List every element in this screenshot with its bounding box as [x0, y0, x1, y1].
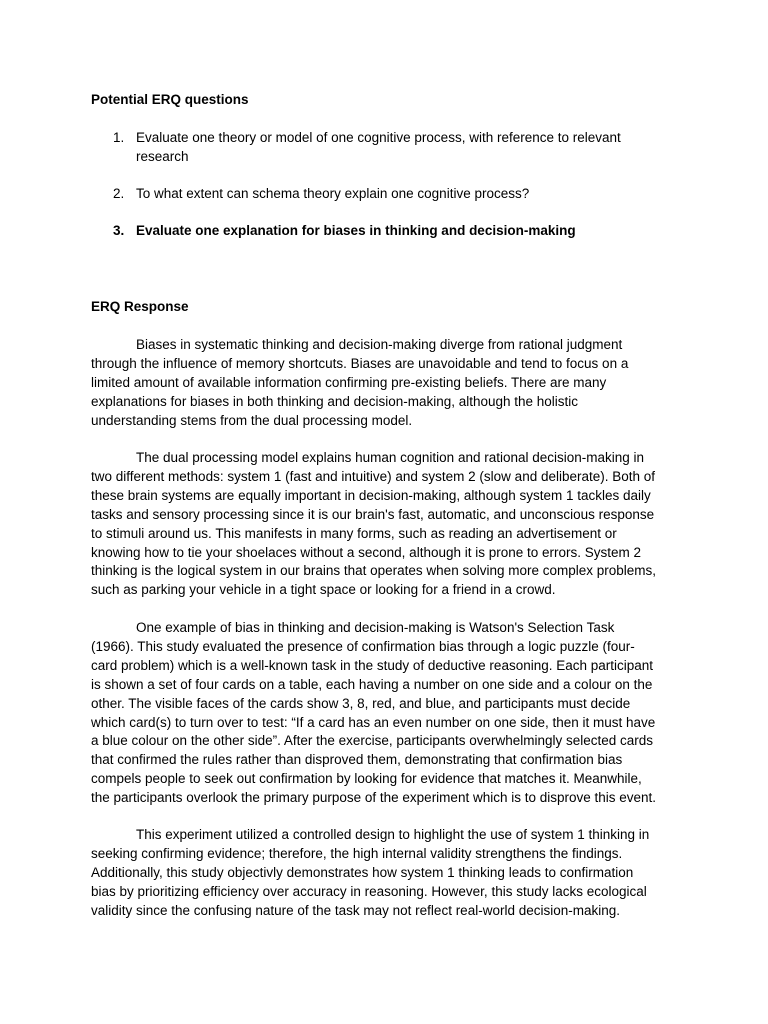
questions-heading: Potential ERQ questions: [91, 92, 249, 107]
question-text: Evaluate one theory or model of one cognitive process, with reference to relevant research: [136, 130, 621, 164]
response-paragraph: The dual processing model explains human cognition and rational decision-making in two different methods: system 1 (fast and intuitive) and system 2 (slow and deliberate). Both of these brain systems are equally important in decision-making, although system 1 tackles daily tasks and sensory processing since it is our brain's fast, automatic, and unconscious response to stimuli around us. This manifests in many forms, such as reading an advertisement or knowing how to tie your shoelaces without a second, although it is prone to errors. System 2 thinking is the logical system in our brains that operates when solving more complex problems, such as parking your vehicle in a tight space or looking for a friend in a crowd.: [91, 450, 657, 598]
question-text: To what extent can schema theory explain one cognitive process?: [136, 185, 530, 201]
response-paragraph: One example of bias in thinking and decision-making is Watson's Selection Task (1966). This study evaluated the presence of confirmation bias through a logic puzzle (four-card problem) which is a well-known task in the study of deductive reasoning. Each participant is shown a set of four cards on a table, each having a number on one side and a colour on the other. The visible faces of the cards show 3, 8, red, and blue, and participants must decide which card(s) to turn over to test: “If a card has an even number on one side, then it must have a blue colour on the other side”. After the exercise, participants overwhelmingly selected cards that confirmed the rules rather than disproved them, demonstrating that confirmation bias compels people to seek out confirmation by looking for evidence that matches it. Meanwhile, the participants overlook the primary purpose of the experiment which is to disprove this event.: [91, 620, 657, 806]
question-item-selected: [91, 222, 651, 241]
question-text: Evaluate one explanation for biases in thinking and decision-making: [136, 222, 576, 238]
response-paragraph: Biases in systematic thinking and decision-making diverge from rational judgment through the influence of memory shortcuts. Biases are unavoidable and tend to focus on a limited amount of available information confirming pre-existing beliefs. There are many explanations for biases in both thinking and decision-making, although the holistic understanding stems from the dual processing model.: [91, 337, 629, 428]
question-number: 2.: [113, 185, 125, 201]
question-number: 3.: [113, 222, 125, 238]
question-item: [91, 185, 651, 204]
response-paragraph: This experiment utilized a controlled design to highlight the use of system 1 thinking in seeking confirming evidence; therefore, the high internal validity strengthens the findings. Additionally, this study objectivly demonstrates how system 1 thinking leads to confirmation bias by prioritizing efficiency over accuracy in reasoning. However, this study lacks ecological validity since the confusing nature of the task may not reflect real-world decision-making.: [91, 827, 650, 918]
question-number: 1.: [113, 130, 125, 145]
questions-list: [91, 129, 651, 259]
response-heading: ERQ Response: [91, 299, 189, 314]
question-item: [91, 129, 651, 167]
